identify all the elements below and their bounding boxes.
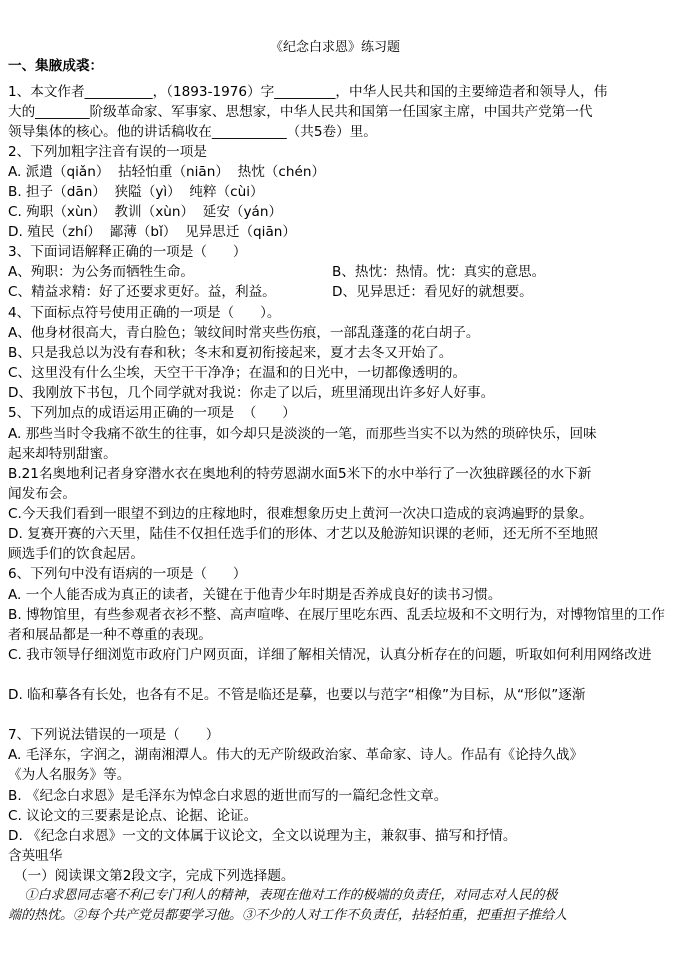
page-title: 《纪念白求恩》练习题 <box>270 40 401 55</box>
text-line: B. 《纪念白求恩》是毛泽东为悼念白求恩的逝世而写的一篇纪念性文章。 <box>8 788 448 804</box>
text-line: B.21名奥地利记者身穿潜水衣在奥地利的特劳恩湖水面5米下的水中举行了一次独辟蹊径的水下新 <box>8 466 592 482</box>
text-line: B、热忱：热情。忱：真实的意思。 <box>332 264 546 280</box>
text-line: 4、下面标点符号使用正确的一项是（ ）。 <box>8 305 281 321</box>
text-line: A、殉职：为公务而牺牲生命。 <box>8 264 195 280</box>
text-line: C、这里没有什么尘埃，天空干干净净；在温和的日光中，一切都像透明的。 <box>8 365 467 381</box>
text-line: C. 我市领导仔细浏览市政府门户网页面，详细了解相关情况，认真分析存在的问题，听取如何利用网络改进 <box>8 647 652 663</box>
text-line: B. 担子（dān） 狭隘（yì） 纯粹（cùi） <box>8 184 264 200</box>
text-line: 闻发布会。 <box>8 486 76 502</box>
text-line: 5、下列加点的成语运用正确的一项是 （ ） <box>8 405 296 421</box>
text-line: D、我刚放下书包，几个同学就对我说：你走了以后，班里涌现出许多好人好事。 <box>8 385 495 401</box>
text-line: B、只是我总以为没有春和秋；冬末和夏初衔接起来，夏才去冬又开始了。 <box>8 345 453 361</box>
text-line: 1、本文作者__________，（1893-1976）字_________，中华人民共和国的主要缔造者和领导人，伟 <box>8 84 608 100</box>
text-line: D. 《纪念白求恩》一文的文体属于议论文，全文以说理为主，兼叙事、描写和抒情。 <box>8 828 517 844</box>
text-line: D、见异思迁：看见好的就想要。 <box>332 284 533 300</box>
text-line: A. 那些当时令我痛不欲生的往事，如今却只是淡淡的一笔，而那些当实不以为然的琐碎快乐，回味 <box>8 426 597 442</box>
text-line: A、他身材很高大，青白脸色；皱纹间时常夹些伤痕，一部乱蓬蓬的花白胡子。 <box>8 325 480 341</box>
text-line: D. 复赛开赛的六天里，陆佳不仅担任选手们的形体、才艺以及舱游知识课的老师，还无所不至地照 <box>8 526 599 542</box>
text-line: （一）阅读课文第2段文字，完成下列选择题。 <box>14 868 295 884</box>
text-line: 者和展品都是一种不尊重的表现。 <box>8 627 212 643</box>
text-line: 2、下列加粗字注音有误的一项是 <box>8 144 207 160</box>
text-line: ①白求恩同志毫不利己专门利人的精神，表现在他对工作的极端的负责任，对同志对人民的极 <box>8 888 558 903</box>
text-line: A. 毛泽东，字润之，湖南湘潭人。伟大的无产阶级政治家、革命家、诗人。作品有《论持久战》 <box>8 747 584 763</box>
text-line: C、精益求精：好了还要求更好。益，利益。 <box>8 284 276 300</box>
text-line: 含英咀华 <box>8 848 63 864</box>
text-line: 大的________阶级革命家、军事家、思想家，中华人民共和国第一任国家主席，中国共产党第一代 <box>8 104 593 120</box>
text-line: D. 殖民（zhí） 鄙薄（bǐ） 见异思迁（qiān） <box>8 224 296 240</box>
text-line: A. 派遣（qiǎn） 拈轻怕重（niān） 热忱（chén） <box>8 164 326 180</box>
text-line: B. 博物馆里，有些参观者衣衫不整、高声喧哗、在展厅里吃东西、乱丢垃圾和不文明行为，对博物馆里的工作 <box>8 607 665 623</box>
text-line: C.今天我们看到一眼望不到边的庄稼地时，很难想象历史上黄河一次决口造成的哀鸿遍野的景象。 <box>8 506 593 522</box>
text-line: 7、下列说法错误的一项是（ ） <box>8 727 220 743</box>
text-line: D. 临和摹各有长处，也各有不足。不管是临还是摹，也要以与范字“相像”为目标，从“形似”逐渐 <box>8 687 586 703</box>
text-line: 6、下列句中没有语病的一项是（ ） <box>8 566 247 582</box>
text-line: C. 殉职（xùn） 教训（xùn） 延安（yán） <box>8 204 283 220</box>
text-line: A. 一个人能否成为真正的读者，关键在于他青少年时期是否养成良好的读书习惯。 <box>8 587 502 603</box>
text-line: 领导集体的核心。他的讲话稿收在___________（共5卷）里。 <box>8 124 377 140</box>
text-line: 起来却特别甜蜜。 <box>8 446 117 462</box>
text-line: 顾选手们的饮食起居。 <box>8 546 144 562</box>
text-line: 3、下面词语解释正确的一项是（ ） <box>8 244 247 260</box>
text-line: 端的热忱。②每个共产党员都要学习他。③不少的人对工作不负责任，拈轻怕重，把重担子推给人 <box>8 908 568 923</box>
text-line: 一、集腋成裘： <box>8 58 104 74</box>
text-line: 《为人名服务》等。 <box>8 767 131 783</box>
text-line: C. 议论文的三要素是论点、论据、论证。 <box>8 808 258 824</box>
